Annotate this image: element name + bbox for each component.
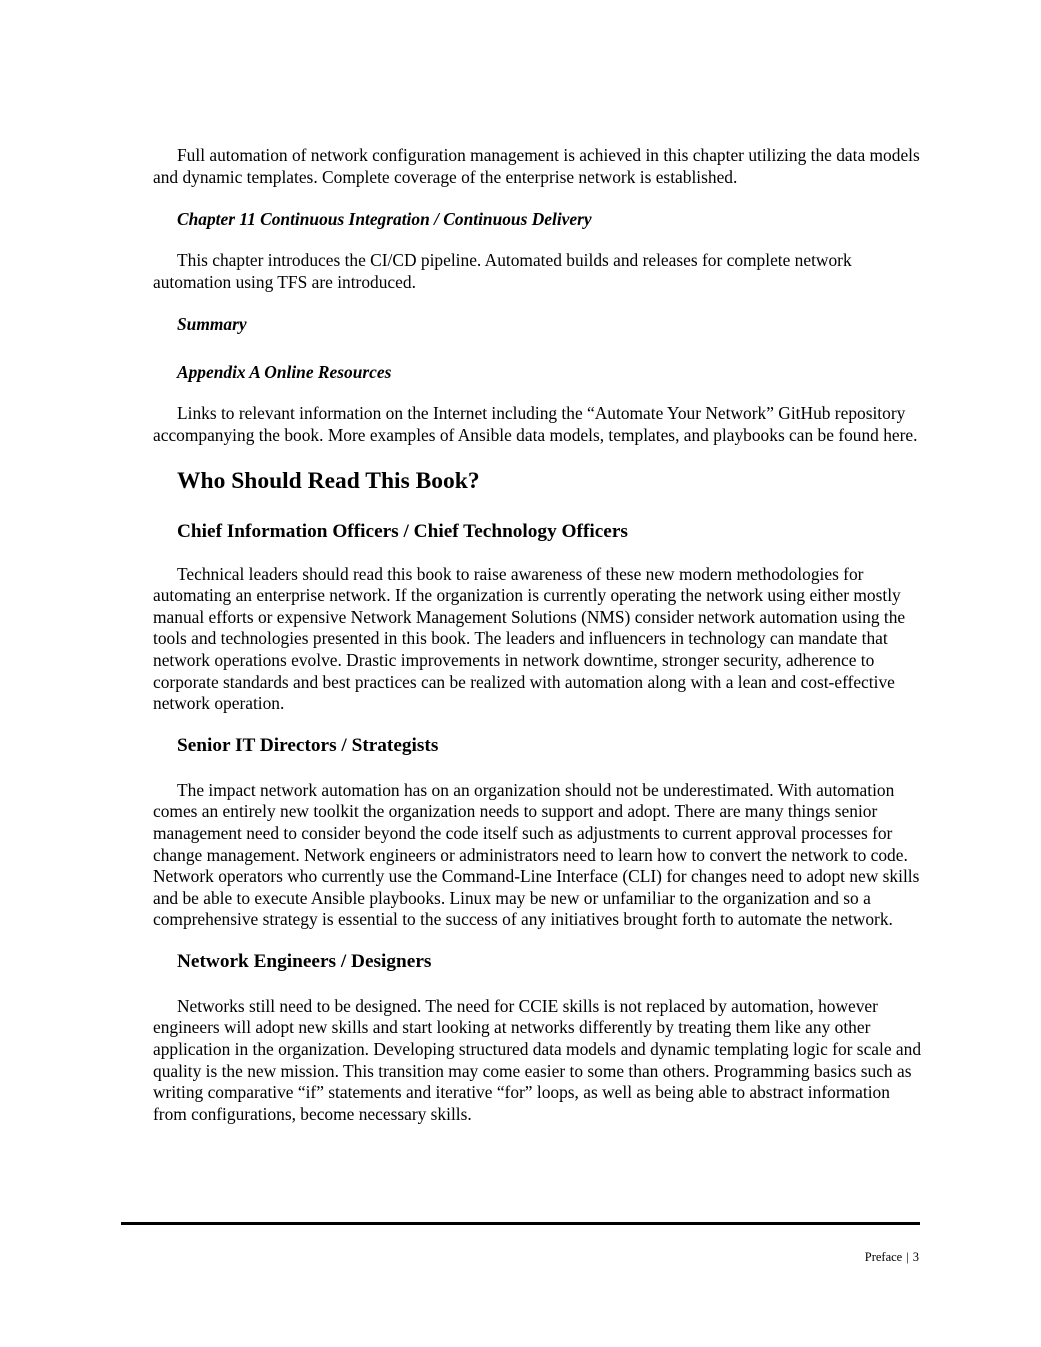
footer-separator: | (906, 1250, 909, 1264)
heading-network-engineers: Network Engineers / Designers (177, 950, 432, 972)
section-title-who-should-read: Who Should Read This Book? (177, 467, 480, 494)
paragraph-appendix-a-description: Links to relevant information on the Internet including the “Automate Your Network” GitHub repository accompanying the book. More examples of Ansible data models, templates, and playbooks can be found here. (153, 403, 918, 445)
heading-cio-cto: Chief Information Officers / Chief Technology Officers (177, 520, 628, 542)
footer-label: Preface (864, 1250, 903, 1264)
chapter-11-heading: Chapter 11 Continuous Integration / Continuous Delivery (177, 209, 592, 230)
page-footer (865, 1249, 919, 1265)
page-number: 3 (912, 1250, 919, 1264)
paragraph-network-engineers: Networks still need to be designed. The need for CCIE skills is not replaced by automation, however engineers will adopt new skills and start looking at networks differently by treating them like any other application in the organization. Developing structured data models and dynamic templating logic for scale and quality is the new mission. This transition may come easier to some than others. Programming basics such as writing comparative “if” statements and iterative “for” loops, as well as being able to abstract information from configurations, become necessary skills. (153, 995, 922, 1124)
page-content (153, 145, 923, 1125)
heading-senior-it-directors: Senior IT Directors / Strategists (177, 734, 439, 756)
paragraph-senior-it-directors: The impact network automation has on an organization should not be underestimated. With automation comes an entirely new toolkit the organization needs to support and adopt. There are many things senior management need to consider beyond the code itself such as adjustments to current approval processes for change management. Network engineers or administrators need to learn how to convert the network to code. Network operators who currently use the Command-Line Interface (CLI) for changes need to adopt new skills and be able to execute Ansible playbooks. Linux may be new or unfamiliar to the organization and so a comprehensive strategy is essential to the success of any initiatives brought forth to automate the network. (153, 779, 920, 930)
paragraph-chapter-11-description: This chapter introduces the CI/CD pipeline. Automated builds and releases for complete network automation using TFS are introduced. (153, 250, 852, 292)
paragraph-cio-cto: Technical leaders should read this book to raise awareness of these new modern methodologies for automating an enterprise network. If the organization is currently operating the network using either mostly manual efforts or expensive Network Management Solutions (NMS) consider network automation using the tools and technologies presented in this book. The leaders and influencers in technology can mandate that network operations evolve. Drastic improvements in network downtime, stronger security, adherence to corporate standards and best practices can be realized with automation along with a lean and cost-effective network operation. (153, 563, 906, 714)
paragraph-chapter-10-description: Full automation of network configuration management is achieved in this chapter utilizing the data models and dynamic templates. Complete coverage of the enterprise network is established. (153, 145, 920, 187)
summary-heading: Summary (177, 314, 247, 335)
footer-divider (121, 1222, 920, 1225)
appendix-a-heading: Appendix A Online Resources (177, 362, 392, 383)
